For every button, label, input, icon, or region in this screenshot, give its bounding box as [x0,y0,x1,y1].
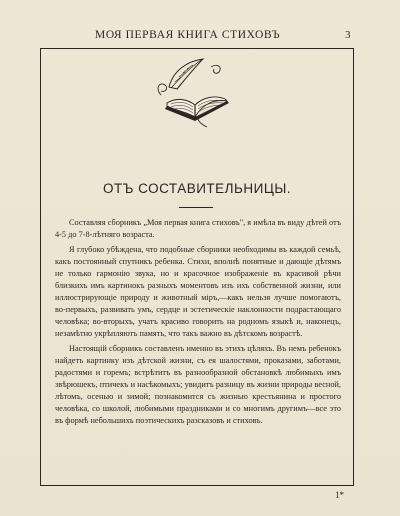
paragraph: Настоящій сборникъ составленъ именно въ этихъ цѣляхъ. Въ немъ ребенокъ найдетъ картинку изъ дѣтской жизни, съ ея шалостями, проказами, заботами, радостями и горемъ; встрѣтитъ въ разнообразной обстановкѣ любимыхъ имъ звѣрюшекъ, птичекъ и насѣкомыхъ; увидитъ разницу въ жизни природы весной, лѣтомъ, осенью и зимой; познакомится съ жизнью крестьянина и простого человѣка, со школой, любимыми праздниками и со многимъ другимъ—все это въ формѣ небольшихъ поэтическихъ разсказовъ и стиховъ. [55,344,341,425]
running-title: МОЯ ПЕРВАЯ КНИГА СТИХОВЪ [95,29,281,41]
running-head [0,29,400,43]
title-divider [179,207,213,208]
paragraph: Я глубоко убѣждена, что подобные сборники необходимы въ каждой семьѣ, какъ постоянный спутникъ ребенка. Стихи, вполнѣ понятные и дающіе дѣтямъ не только гармонію звука, но и красочное изображеніе въ красивой рѣчи близкихъ имъ картинокъ разныхъ моментовъ изъ ихъ собственной жизни, или иллюстрирующіе природу и животный міръ,—какъ нельзя лучше помогаютъ, во-первыхъ, развивать умъ, сердце и эстетическіе наклонности подрастающаго человѣка; во-вторыхъ, учатъ красиво говорить на родномъ языкѣ и, наконецъ, незамѣтно укрѣпляютъ память, что такъ важно въ дѣтскомъ возрастѣ. [55,245,341,338]
body-text [55,217,341,426]
page-number: 3 [345,29,351,41]
signature-mark: 1* [335,490,344,500]
open-book-quill-icon [151,57,237,131]
text-frame [40,48,354,486]
section-title: ОТЪ СОСТАВИТЕЛЬНИЦЫ. [102,181,292,196]
paragraph: Составляя сборникъ „Моя первая книга стиховъ", я имѣла въ виду дѣтей отъ 4-5 до 7-8-лѣтняго возраста. [55,218,341,239]
